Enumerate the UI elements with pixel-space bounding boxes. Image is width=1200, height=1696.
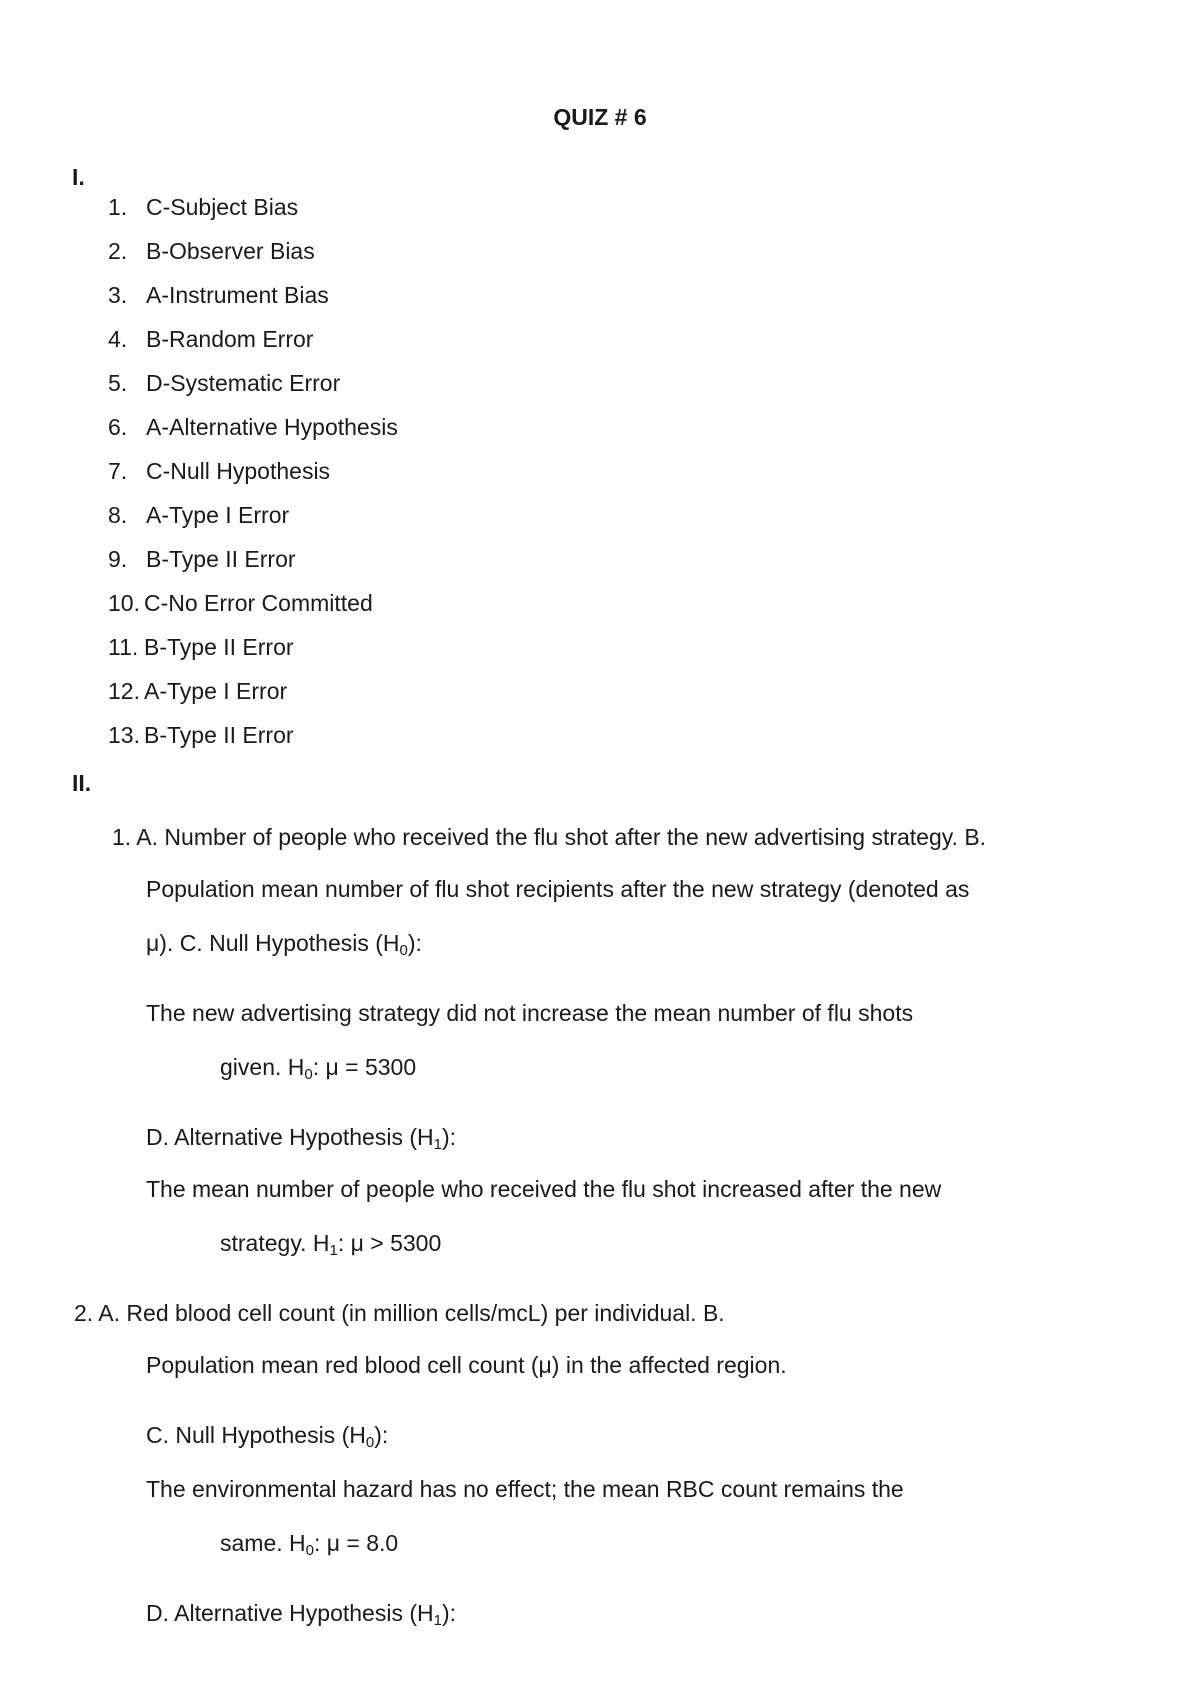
item-number: 10.	[108, 590, 140, 616]
item-number: 8.	[108, 502, 128, 528]
item-number: 4.	[108, 326, 128, 352]
q1-alt-text: The mean number of people who received the flu shot increased after the new	[146, 1176, 942, 1202]
q2-null-equation: same. $H_0$: μ = 8.0	[220, 1530, 399, 1559]
item-number: 5.	[108, 370, 128, 396]
q2-null-text: The environmental hazard has no effect; the mean RBC count remains the	[146, 1476, 904, 1502]
item-text: C-No Error Committed	[144, 590, 373, 616]
item-number: 1.	[108, 194, 128, 220]
item-number: 12.	[108, 678, 140, 704]
quiz-title: QUIZ # 6	[553, 104, 647, 130]
q1-line-2: Population mean number of flu shot recipients after the new strategy (denoted as	[146, 876, 970, 902]
item-number: 13.	[108, 722, 140, 748]
q1-line-3: μ). C. Null Hypothesis $(H_0)$:	[146, 930, 422, 959]
item-text: B-Random Error	[146, 326, 314, 352]
answer-item-12	[108, 678, 287, 705]
q1-null-text: The new advertising strategy did not increase the mean number of flu shots	[146, 1000, 914, 1026]
section-2-heading: II.	[72, 770, 92, 796]
item-text: C-Subject Bias	[146, 194, 299, 220]
item-text: A-Alternative Hypothesis	[146, 414, 398, 440]
item-number: 7.	[108, 458, 128, 484]
answer-item-9	[108, 546, 296, 573]
section-1-heading: I.	[72, 164, 85, 190]
item-number: 11.	[108, 634, 139, 660]
item-text: D-Systematic Error	[146, 370, 341, 396]
answer-item-2	[108, 238, 315, 265]
item-text: C-Null Hypothesis	[146, 458, 331, 484]
q2-line-2: Population mean red blood cell count (μ) in the affected region.	[146, 1352, 787, 1378]
q1-alt-label: D. Alternative Hypothesis $(H_1)$:	[146, 1124, 457, 1153]
answer-item-3	[108, 282, 329, 309]
item-number: 2.	[108, 238, 128, 264]
q2-line-1: 2. A. Red blood cell count (in million cells/mcL) per individual. B.	[74, 1300, 725, 1326]
q2-null-label: C. Null Hypothesis $(H_0)$:	[146, 1422, 389, 1451]
q1-null-equation: given. $H_0$: μ = 5300	[220, 1054, 417, 1083]
item-number: 6.	[108, 414, 128, 440]
q1-alt-equation: strategy. $H_1$: μ > 5300	[220, 1230, 442, 1259]
answer-item-10	[108, 590, 373, 617]
answer-item-6	[108, 414, 398, 441]
answer-item-4	[108, 326, 313, 353]
answer-item-7	[108, 458, 330, 485]
q1-line-1: 1. A. Number of people who received the flu shot after the new advertising strategy. B.	[112, 824, 987, 850]
q2-alt-label: D. Alternative Hypothesis $(H_1)$:	[146, 1600, 457, 1629]
answer-item-13	[108, 722, 294, 749]
answer-item-8	[108, 502, 289, 529]
item-text: B-Observer Bias	[146, 238, 315, 264]
item-text: A-Type I Error	[146, 502, 290, 528]
answer-item-5	[108, 370, 340, 397]
answer-item-11	[108, 634, 294, 661]
item-text: B-Type II Error	[144, 634, 294, 660]
item-text: A-Type I Error	[144, 678, 288, 704]
item-text: A-Instrument Bias	[146, 282, 329, 308]
item-text: B-Type II Error	[146, 546, 296, 572]
item-number: 3.	[108, 282, 128, 308]
item-number: 9.	[108, 546, 128, 572]
answer-item-1	[108, 194, 298, 221]
item-text: B-Type II Error	[144, 722, 294, 748]
